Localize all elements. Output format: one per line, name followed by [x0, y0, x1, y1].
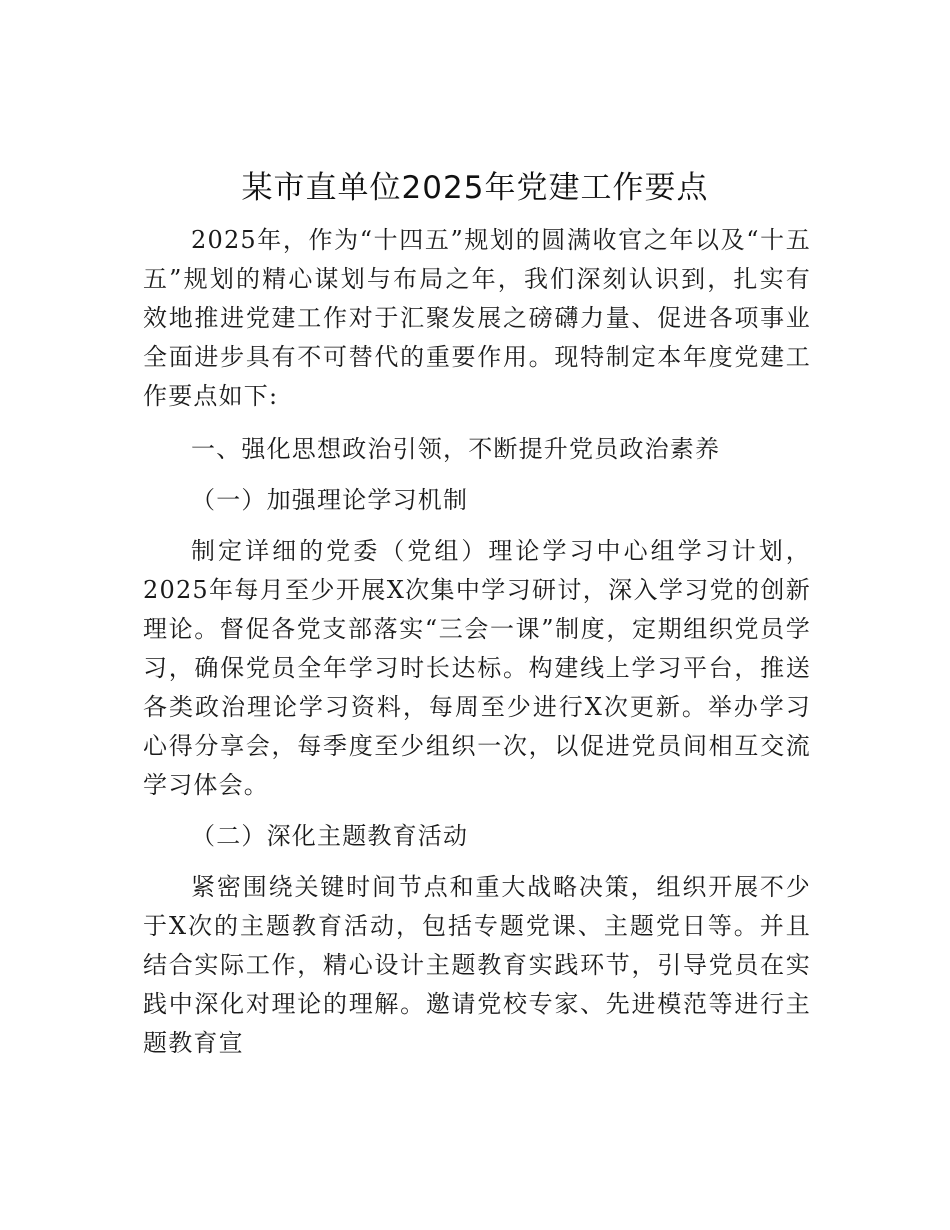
subsection-heading-2: （二）深化主题教育活动: [191, 822, 469, 850]
document-title: 某市直单位2025年党建工作要点: [241, 170, 709, 206]
subsection-paragraph-1: 制定详细的党委（党组）理论学习中心组学习计划，2025年每月至少开展X次集中学习研讨，深入学习党的创新理论。督促各党支部落实“三会一课”制度，定期组织党员学习，确保党员全年学习时长达标。构建线上学习平台，推送各类政治理论学习资料，每周至少进行X次更新。举办学习心得分享会，每季度至少组织一次，以促进党员间相互交流学习体会。: [143, 537, 811, 799]
subsection-paragraph-2: 紧密围绕关键时间节点和重大战略决策，组织开展不少于X次的主题教育活动，包括专题党课、主题党日等。并且结合实际工作，精心设计主题教育实践环节，引导党员在实践中深化对理论的理解。邀请党校专家、先进模范等进行主题教育宣: [143, 873, 811, 1057]
subsection-heading-1: （一）加强理论学习机制: [191, 486, 469, 514]
intro-paragraph: 2025年，作为“十四五”规划的圆满收官之年以及“十五五”规划的精心谋划与布局之年，我们深刻认识到，扎实有效地推进党建工作对于汇聚发展之磅礴力量、促进各项事业全面进步具有不可替代的重要作用。现特制定本年度党建工作要点如下:: [143, 226, 811, 410]
section-heading-1: 一、强化思想政治引领，不断提升党员政治素养: [191, 435, 721, 463]
document-body: [143, 221, 811, 1063]
